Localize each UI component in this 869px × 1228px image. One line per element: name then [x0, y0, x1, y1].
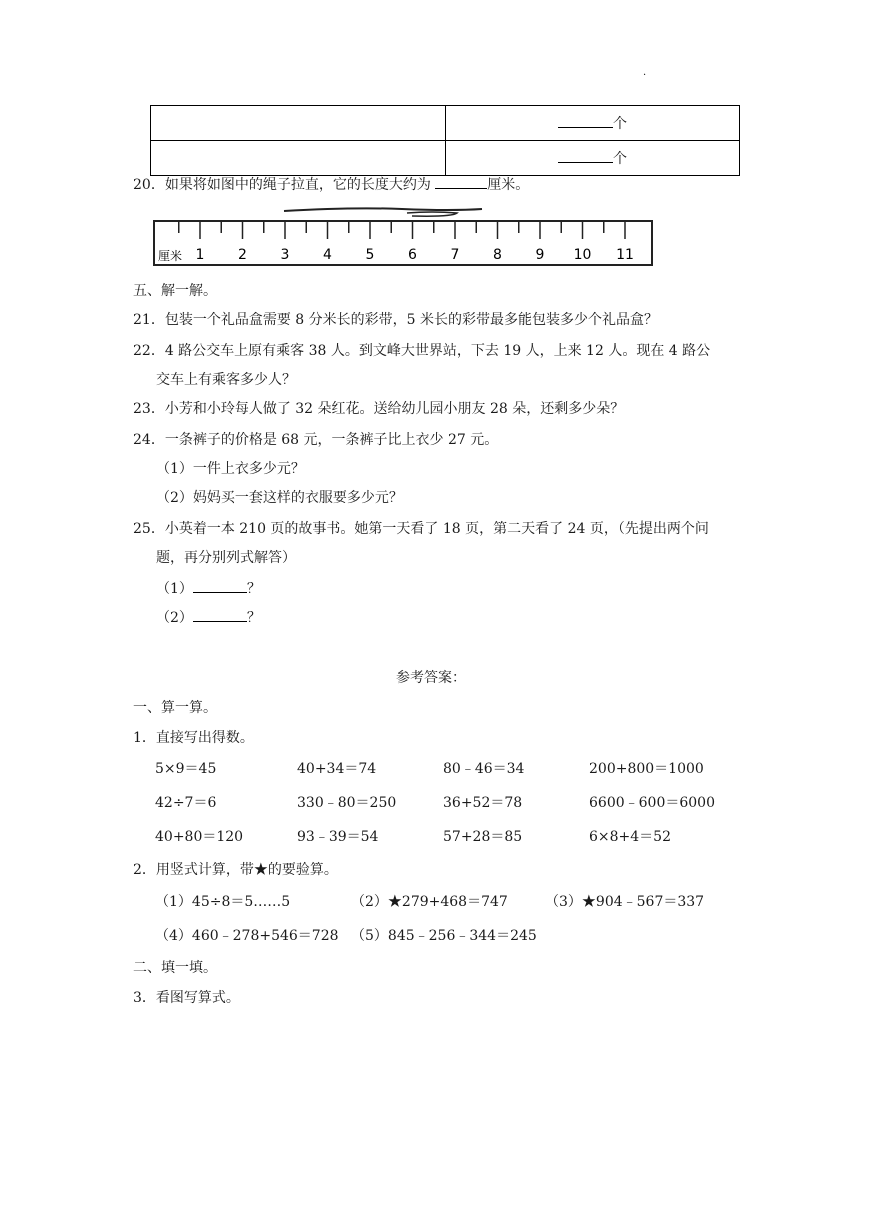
ruler-unit-label: 厘米	[158, 249, 183, 263]
answer-cell: 57+28＝85	[443, 829, 523, 845]
ruler-tick-label: 11	[616, 247, 634, 263]
answer-cell: （2）★279+468＝747	[351, 894, 508, 910]
table-row	[151, 141, 740, 176]
ruler-tick-label: 6	[408, 247, 417, 263]
ruler-ticks	[179, 221, 625, 239]
answer-3-title: 3．看图写算式。	[133, 990, 240, 1006]
ruler-figure	[152, 203, 654, 273]
table-cell	[446, 106, 740, 141]
question-24-sub1: （1）一件上衣多少元？	[156, 461, 305, 477]
answer-cell: 40+80＝120	[155, 829, 244, 845]
question-21: 21．包装一个礼品盒需要 8 分米长的彩带，5 米长的彩带最多能包装多少个礼品盒？	[133, 312, 658, 328]
ruler-tick-label: 1	[195, 247, 205, 263]
ruler-tick-label: 7	[450, 247, 460, 263]
answer-cell: 80﹣46＝34	[443, 761, 525, 777]
answers-section-1: 一、算一算。	[133, 700, 217, 716]
answer-cell: 36+52＝78	[443, 795, 523, 811]
answer-cell: （3）★904﹣567＝337	[545, 894, 705, 910]
ruler-tick-label: 8	[493, 247, 502, 263]
fill-blank[interactable]	[558, 148, 613, 163]
table-cell	[151, 106, 446, 141]
question-24: 24．一条裤子的价格是 68 元，一条裤子比上衣少 27 元。	[133, 432, 499, 448]
page-mark: ·	[643, 70, 647, 81]
answer-cell: 5×9＝45	[155, 761, 217, 777]
question-24-sub2: （2）妈妈买一套这样的衣服要多少元？	[156, 490, 403, 506]
section-5-title: 五、解一解。	[133, 283, 217, 299]
unit-label: 个	[613, 151, 627, 167]
question-22-line2: 交车上有乘客多少人？	[156, 372, 296, 388]
ruler-tick-label: 5	[365, 247, 375, 263]
answer-2-title: 2．用竖式计算，带★的要验算。	[133, 862, 338, 878]
answer-cell: 6×8+4＝52	[589, 829, 671, 845]
ruler-tick-labels	[196, 247, 634, 263]
question-22-line1: 22．4 路公交车上原有乘客 38 人。到文峰大世界站，下去 19 人，上来 12 人。现在 4 路公	[133, 343, 711, 359]
answer-cell: 200+800＝1000	[589, 761, 704, 777]
answer-cell: （1）45÷8＝5……5	[155, 894, 291, 910]
ruler-tick-label: 10	[573, 247, 592, 263]
ruler-tick-label: 4	[323, 247, 332, 263]
answer-table	[150, 105, 740, 176]
fill-blank[interactable]	[435, 174, 487, 189]
question-25-sub2: （2） ？	[156, 607, 261, 628]
table-cell	[151, 141, 446, 176]
answer-cell: 40+34＝74	[297, 761, 377, 777]
answers-title: 参考答案：	[396, 670, 466, 686]
fill-blank[interactable]	[193, 578, 247, 593]
question-25-line1: 25．小英着一本 210 页的故事书。她第一天看了 18 页，第二天看了 24 页，（先提出两个问	[133, 521, 709, 537]
answer-cell: 330﹣80＝250	[297, 795, 397, 811]
question-20: 20．如果将如图中的绳子拉直，它的长度大约为 厘米。	[133, 174, 529, 195]
question-23: 23．小芳和小玲每人做了 32 朵红花。送给幼儿园小朋友 28 朵，还剩多少朵？	[133, 401, 625, 417]
answer-cell: 42÷7＝6	[155, 795, 217, 811]
question-25-sub1: （1） ？	[156, 578, 261, 599]
rope	[284, 208, 482, 211]
fill-blank[interactable]	[193, 607, 247, 622]
answers-section-2: 二、填一填。	[133, 960, 217, 976]
rope-end	[407, 212, 457, 216]
answer-cell: 93﹣39＝54	[297, 829, 379, 845]
question-25-line2: 题，再分别列式解答）	[156, 550, 296, 566]
ruler-tick-label: 2	[238, 247, 247, 263]
answer-cell: （5）845﹣256﹣344＝245	[351, 928, 537, 944]
table-row	[151, 106, 740, 141]
answer-cell: 6600﹣600＝6000	[589, 795, 715, 811]
answer-cell: （4）460﹣278+546＝728	[155, 928, 339, 944]
unit-label: 个	[613, 116, 627, 132]
ruler-tick-label: 3	[280, 247, 290, 263]
ruler-tick-label: 9	[535, 247, 545, 263]
fill-blank[interactable]	[558, 113, 613, 128]
table-cell	[446, 141, 740, 176]
answer-1-title: 1．直接写出得数。	[133, 730, 254, 746]
